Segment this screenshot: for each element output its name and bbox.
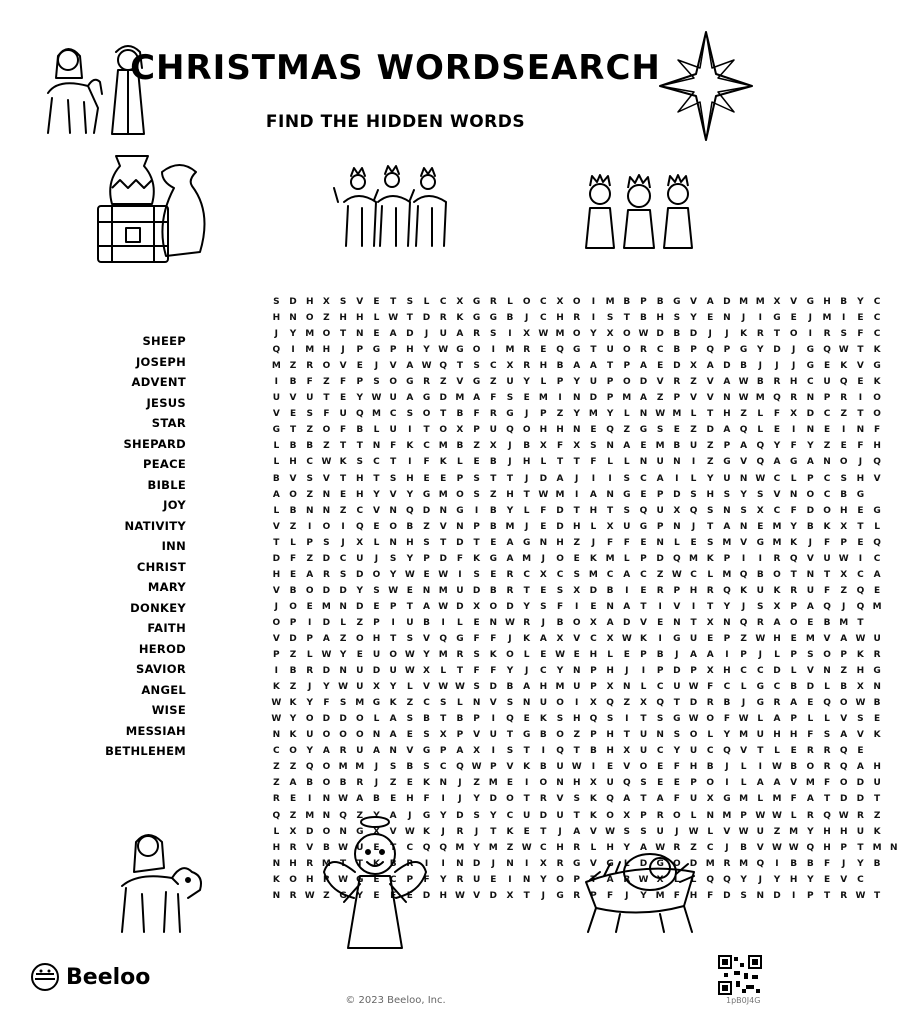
word-item: SHEPARD bbox=[123, 436, 186, 451]
grid-row: Q Z M N Q Z Y A J G Y D S Y C U D U T K O X P R O L N M P W W L R Q W R Z bbox=[272, 810, 881, 821]
grid-row: K O H R W G E C P F Y R U E I N Y O P T A R W X L L Q Q Y J Y H Y E V C bbox=[272, 874, 864, 885]
page-subtitle: FIND THE HIDDEN WORDS bbox=[265, 112, 526, 132]
qr-code-icon bbox=[718, 955, 762, 995]
grid-row: P Z L W Y E U O W Y M R S K O L E W E H L E P B J A A I P J L P S O P K R bbox=[273, 650, 881, 661]
word-item: JESUS bbox=[146, 395, 186, 410]
grid-row: L B B Z T T N F K C M B Z X J B X F X S N A E M B U Z P A Q Y F Y Z E F H bbox=[273, 441, 881, 452]
word-item: FAITH bbox=[147, 621, 186, 635]
grid-row: V Z I O I Q E O B Z V N P B M J E D H L X U G P N J T A N E M Y B K X T L bbox=[272, 521, 880, 532]
word-item: MESSIAH bbox=[125, 723, 186, 738]
grid-row: L B N N Z C V N Q D N G I B Y L F D T H T S Q U X Q S N S X C F D O H E G bbox=[273, 505, 881, 516]
grid-row: O P I D L Z P I U B I L E N W R J B O X A D V E N T X N Q R A O E B M T bbox=[272, 617, 864, 628]
grid-row: I B F Z F P S O G R Z V G Z U Y L P Y U P O D V R Z V A W B R H C U Q E K bbox=[274, 377, 881, 388]
grid-row: A O Z N E H Y V Y G M O S Z H T W M I A N G E P D S H S Y S V N O C B G bbox=[272, 489, 865, 500]
grid-row: V E S F U Q M C S O T B F R G J P Z Y M Y L N W M L T H Z L F X D C Z T O bbox=[272, 409, 881, 420]
word-item: SHEEP bbox=[142, 334, 186, 348]
manger-illustration bbox=[580, 842, 700, 934]
grid-row: H E A R S D O Y W E W I S E R C X C S M C A C Z W C L M Q B O T N T X C A bbox=[272, 569, 881, 580]
grid-row: C O Y A R U A N V G P A X I S T I Q T B H X U C Y U C Q V T L E R R Q E bbox=[273, 746, 864, 757]
mary-donkey-illustration bbox=[108, 828, 218, 936]
word-item: BIBLE bbox=[147, 477, 186, 492]
word-item: INN bbox=[161, 539, 186, 553]
word-item: JOY bbox=[163, 498, 186, 512]
grid-row: V D P A Z O H T S V Q G F F J K A X V C X W K I G U E P Z W H E M V A W U bbox=[272, 633, 881, 644]
grid-row: N H R M T T K B R I I N D J N I X R G V G L D G O D M R M Q I B B F J Y B bbox=[272, 858, 881, 869]
mary-joseph-donkey-illustration bbox=[28, 38, 168, 138]
word-item: HEROD bbox=[138, 641, 186, 656]
grid-row: Z A B O B R J Z E K N J Z M E I O N H X U Q S E E P O I L A A V M F O D U bbox=[273, 778, 881, 789]
grid-row: H R V B W U E T C Q Q M Y M Z W C H R L H Y A W R Z C J B V W W Q H P T M N bbox=[272, 842, 898, 853]
grid-row: H N O Z H H L W T D R K G G B J C H R I S T B H S Y E N J I G E J M I E C bbox=[272, 313, 881, 324]
grid-row: Q I M H J P G P H Y W G O I M R E Q G T U O R C B P Q P G Y D J G Q W T K bbox=[272, 345, 881, 356]
bee-icon bbox=[30, 962, 60, 992]
word-item: NATIVITY bbox=[124, 518, 186, 533]
grid-row: B V S V T H T S H E E P S T T J D A J I I S C A I L Y U N W C L P C S H V bbox=[272, 473, 881, 484]
word-item: WISE bbox=[151, 703, 186, 717]
grid-row: G T Z O F B L U I T O X P U Q O H H N E Q Z G S E Z D A Q L E I N E I N F bbox=[272, 425, 881, 436]
gifts-illustration bbox=[92, 152, 214, 270]
grid-row: W K Y F S M G K Z C S L N V S N U O I X Q Z X Q T D R B J G R A E Q O W B bbox=[271, 698, 881, 709]
word-item: CHRIST bbox=[136, 559, 186, 574]
beeloo-logo bbox=[30, 962, 150, 992]
star-illustration bbox=[656, 30, 756, 142]
angel-illustration bbox=[320, 812, 430, 952]
grid-row: Z Z Q O M M J S B S C Q W P V K B U W I E V O E F H B J L I W B O R Q A H bbox=[273, 762, 881, 773]
product-code: 1pB0J4G bbox=[726, 996, 761, 1005]
grid-row: L H C W K S C T I F K L E B J H L T T F L L N U N I Z G V Q A G A N O J Q bbox=[273, 457, 881, 468]
grid-row: D F Z D C U J S Y P D F K G A M J O E K M L P D Q M K P I I R Q V U W I C bbox=[272, 553, 881, 564]
word-item: STAR bbox=[151, 416, 186, 430]
word-item: MARY bbox=[147, 580, 186, 594]
word-item: DONKEY bbox=[130, 600, 186, 615]
grid-row: N K U O O O N A E S X P V U T G B O Z P H T U N S O L Y M U H H F S A V K bbox=[272, 730, 881, 741]
grid-row: K Z J Y W U X Y L V W W S D B A H M U P X N L C U W F C L G C B D L B X N bbox=[272, 682, 881, 693]
word-item: SAVIOR bbox=[135, 662, 186, 676]
grid-row: R E I N W A B E H F I J Y D O T R V S K Q A T A F U X G M L M F A T D D T bbox=[272, 794, 881, 805]
grid-row: M Z R O V E J V A W Q T S C X R H B A A T P A E D X A D B J J J G E K V G bbox=[271, 361, 881, 372]
grid-row: W Y O D D O L A S B T B P I Q E K S H Q S I T S G W O F W L A P L L V S E bbox=[271, 714, 881, 725]
word-list bbox=[90, 331, 186, 762]
word-item: JOSEPH bbox=[135, 354, 186, 369]
grid-row: V B O D D Y S W E N M U D B R T E S X D B I E R P H R Q K U K R U F Z Q E bbox=[272, 585, 881, 596]
grid-row: S D H X S V E T S L C X G R L O C X O I M B P B G V A D M M X V G H B Y C bbox=[273, 297, 881, 307]
copyright-text: © 2023 Beeloo, Inc. bbox=[345, 995, 446, 1006]
grid-row: N R W Z G Y E E E D H W V D X T J G R P F J Y M F H F D S N D I P T R W T bbox=[272, 890, 881, 901]
grid-row: L X D O N G X V W K J R J T K E T J A V W S S U J W L V W U Z M Y H H U K bbox=[273, 826, 881, 837]
page-title: CHRISTMAS WORDSEARCH bbox=[130, 48, 661, 88]
grid-row: I B R D N U D U W X L T F F Y J C Y N P H J I P D P X H C C D L V N Z H G bbox=[274, 666, 881, 677]
brand-name: Beeloo bbox=[66, 964, 151, 990]
grid-row: T L P S J X L N H S T D T E A G N H Z J F F E N L E S M V G M K J F P E Q bbox=[273, 537, 881, 548]
word-item: BETHLEHEM bbox=[105, 744, 186, 758]
wise-men-camels-illustration bbox=[330, 162, 454, 248]
grid-row: J Y M O T N E A D J U A R S I X W M O Y X O W D B D J J K R T O I R S F C bbox=[274, 329, 881, 340]
word-item: ANGEL bbox=[141, 682, 186, 697]
grid-row: U V U T E Y W U A G D M A F S E M I N D P M A Z P V V N W M Q R N P R I O bbox=[272, 393, 881, 404]
word-item: ADVENT bbox=[131, 375, 186, 389]
three-kings-illustration bbox=[580, 172, 698, 250]
grid-row: J O E M N D E P T A W D X O D Y S F I E N A T I V I T Y J S X P A Q J Q M bbox=[274, 601, 882, 612]
word-item: PEACE bbox=[143, 457, 186, 471]
